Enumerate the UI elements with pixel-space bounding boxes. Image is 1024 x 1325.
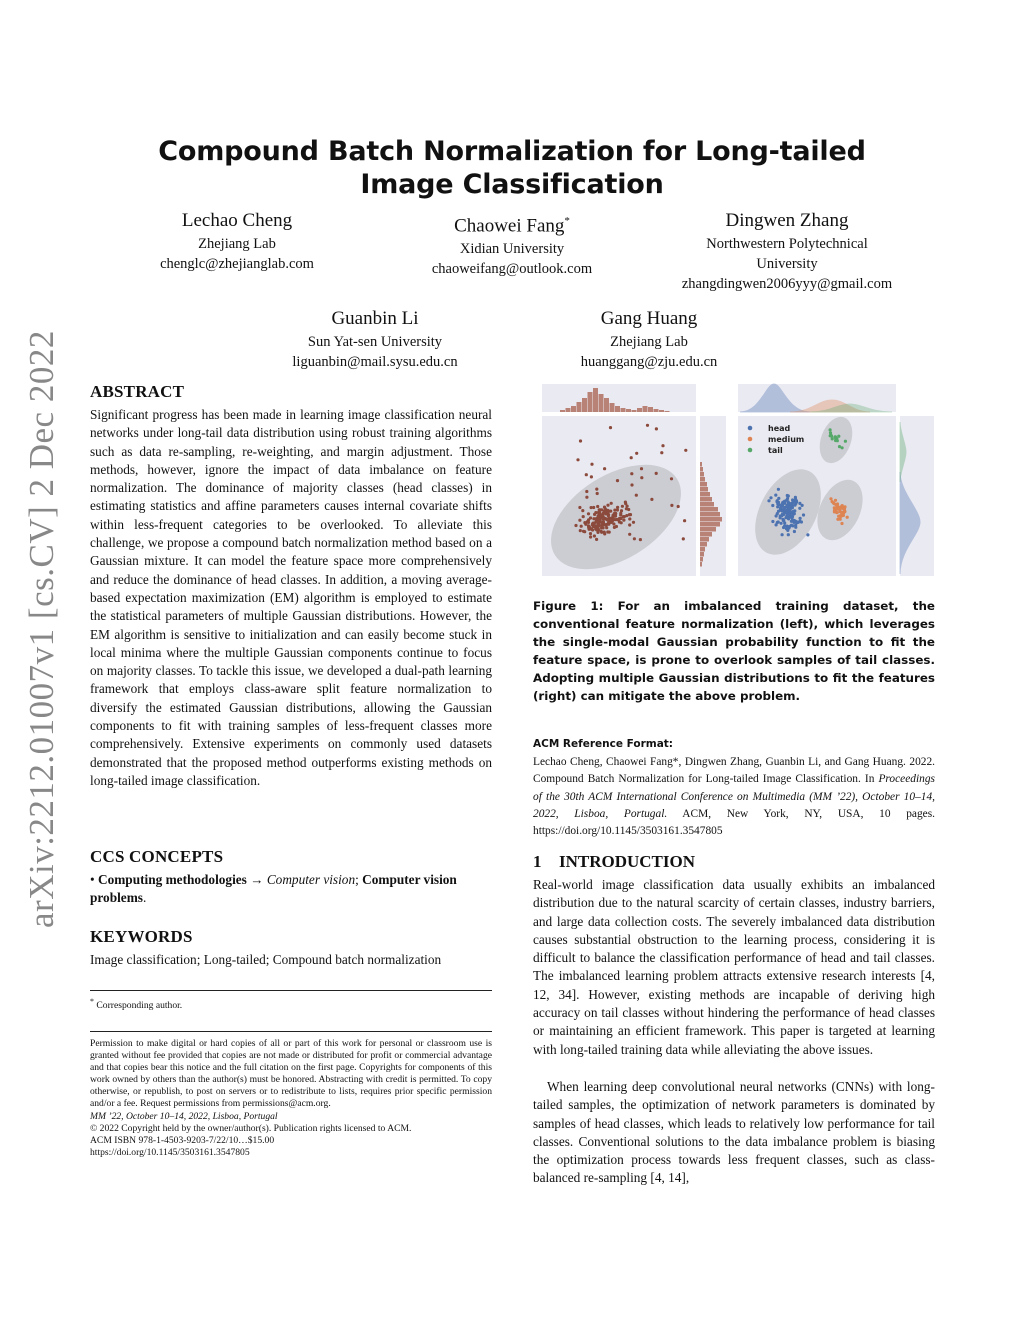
head-point: [776, 499, 779, 502]
scatter-point: [591, 528, 594, 531]
scatter-point: [615, 525, 618, 528]
head-point: [786, 529, 789, 532]
histogram-bar: [700, 507, 718, 512]
legend-label-tail: tail: [768, 446, 783, 455]
head-point: [782, 526, 785, 529]
keywords-heading: KEYWORDS: [90, 927, 193, 946]
scatter-point: [574, 524, 577, 527]
author-name: Guanbin Li: [331, 308, 419, 329]
author-email: chenglc@zhejianglab.com: [160, 256, 314, 272]
scatter-point: [646, 424, 649, 427]
head-point: [781, 504, 784, 507]
histogram-bar: [632, 410, 637, 412]
scatter-point: [655, 427, 658, 430]
acm-reference-tail: ACM, New York, NY, USA, 10 pages. https://doi.org/10.1145/3503161.3547805: [533, 807, 936, 838]
author-affiliation: Northwestern Polytechnical University: [706, 236, 868, 272]
abstract-text: Significant progress has been made in learning image classification neural networks under long-tail data distribution using robust training algorithms such as data re-sampling, re-weighting, and margin adjustment. Those methods, however, ignore the impact of data imbalance on feature normalization. The dominance of majority classes (head classes) in estimating statistics and affine parameters causes internal covariate shifts within less-frequent categories to be overlooked. To alleviate this challenge, we propose a compound batch normalization method based on a Gaussian mixture. It can model the feature space more comprehensively and reduce the dominance of head classes. In addition, a moving average-based expectation maximization (EM) algorithm is employed to estimate the statistical parameters of multiple Gaussian distributions. However, the EM algorithm is sensitive to initialization and can easily become stuck in local minima where the multiple Gaussian components continue to focus on majority classes. To tackle this issue, we developed a dual-path learning framework that employs class-aware split feature normalization to diversify the estimated Gaussian distributions, allowing the Gaussian components to fit with training samples of less-frequent classes more comprehensively. Extensive experiments on commonly used datasets demonstrated that the proposed method outperforms existing methods on long-tailed image classification.: [90, 407, 492, 788]
scatter-point: [628, 523, 631, 526]
scatter-point: [598, 513, 601, 516]
histogram-bar: [621, 408, 626, 412]
ccs-text: [90, 871, 492, 908]
scatter-point: [585, 490, 588, 493]
scatter-point: [630, 472, 633, 475]
scatter-point: [626, 505, 629, 508]
scatter-point: [595, 488, 598, 491]
scatter-point: [616, 479, 619, 482]
tail-point: [829, 434, 832, 437]
scatter-point: [600, 530, 603, 533]
paper-title: Compound Batch Normalization for Long-tailed Image Classification: [158, 136, 866, 200]
head-point: [787, 525, 790, 528]
scatter-point: [616, 506, 619, 509]
corresponding-mark: *: [564, 215, 570, 227]
head-point: [802, 513, 805, 516]
scatter-point: [655, 472, 658, 475]
ccs-separator: ;: [355, 872, 359, 887]
head-point: [792, 519, 795, 522]
scatter-point: [589, 535, 592, 538]
histogram-bar: [700, 552, 704, 557]
scatter-point: [625, 507, 628, 510]
histogram-bar: [610, 403, 615, 412]
scatter-point: [618, 517, 621, 520]
scatter-point: [609, 426, 612, 429]
ccs-arrow: →: [250, 872, 264, 887]
scatter-point: [632, 521, 635, 524]
figure-1: [540, 382, 936, 578]
head-point: [800, 520, 803, 523]
head-point: [798, 507, 801, 510]
histogram-bar: [700, 482, 707, 487]
ccs-term: Computer vision: [266, 872, 356, 887]
head-point: [777, 520, 780, 523]
histogram-bar: [700, 557, 703, 562]
histogram-bar: [654, 409, 659, 412]
head-point: [794, 526, 797, 529]
scatter-point: [682, 537, 685, 540]
tail-point: [834, 439, 837, 442]
introduction-paragraph-1: Real-world image classification data usually exhibits an imbalanced distribution due to the natural scarcity of certain classes, industry barriers, and large data collection costs. The severely imbalanced data distribution causes substantial obstruction to the learning process, considering it is difficult to balance the classification performance of head and tail classes. The imbalanced learning problem attracts extensive research interests [4, 12, 34]. However, existing methods are incapable of deriving high accuracy on tail classes without hindering the performance of head classes or maintaining an efficient framework. This paper is targeted at learning with long-tailed training data while alleviating the above issues.: [533, 877, 935, 1057]
medium-point: [841, 512, 844, 515]
histogram-bar: [700, 522, 720, 527]
scatter-point: [590, 463, 593, 466]
scatter-point: [579, 529, 582, 532]
acm-reference-venue: Proceedings of the 30th ACM International Conference on Multimedia (MM ’22), October 10–14, 2022, Lisboa, Portugal.: [533, 773, 935, 820]
scatter-point: [635, 452, 638, 455]
tail-point: [831, 437, 834, 440]
scatter-point: [583, 530, 586, 533]
medium-point: [839, 518, 842, 521]
scatter-point: [661, 444, 664, 447]
medium-point: [829, 497, 832, 500]
scatter-point: [603, 467, 606, 470]
author-email: zhangdingwen2006yyy@gmail.com: [681, 276, 893, 292]
head-point: [786, 494, 789, 497]
histogram-bar: [700, 492, 710, 497]
scatter-point: [670, 477, 673, 480]
ccs-end: .: [142, 890, 147, 906]
scatter-point: [603, 510, 606, 513]
head-point: [787, 512, 790, 515]
tail-point: [834, 435, 837, 438]
histogram-bar: [643, 406, 648, 412]
scatter-point: [640, 467, 643, 470]
scatter-point: [639, 538, 642, 541]
author-name-row: [402, 208, 622, 239]
author-block: [548, 306, 750, 372]
author-block: [270, 306, 480, 372]
scatter-point: [670, 504, 673, 507]
histogram-bar: [599, 394, 604, 412]
head-point: [785, 515, 788, 518]
author-affiliation: Xidian University: [459, 241, 565, 258]
scatter-point: [610, 502, 613, 505]
footnote-text: Corresponding author.: [96, 1000, 183, 1012]
scatter-point: [579, 439, 582, 442]
tail-point: [829, 428, 832, 431]
scatter-point: [614, 515, 617, 518]
scatter-point: [650, 498, 653, 501]
scatter-point: [587, 521, 590, 524]
ccs-bullet: •: [90, 872, 95, 887]
author-block: [137, 208, 337, 274]
permission-rule: [90, 1031, 492, 1032]
introduction-paragraph-2: When learning deep convolutional neural networks (CNNs) with long-tailed samples, the optimization of network parameters is dominated by samples of head classes, which leads to relatively low performance for tail classes. Conventional solutions to the data imbalance problem is biasing the optimization process towards less frequent classes, such as class-balanced re-sampling [4, 14],: [533, 1079, 935, 1186]
head-point: [787, 533, 790, 536]
scatter-point: [595, 538, 598, 541]
scatter-point: [593, 534, 596, 537]
ccs-term: Computer vision problems: [90, 872, 457, 906]
permission-venue: MM ’22, October 10–14, 2022, Lisboa, Portugal: [90, 1110, 278, 1122]
author-email: chaoweifang@outlook.com: [431, 261, 593, 278]
permission-block: [90, 1038, 492, 1159]
head-point: [783, 507, 786, 510]
medium-point: [836, 511, 839, 514]
scatter-point: [635, 494, 638, 497]
author-email: liguanbin@mail.sysu.edu.cn: [292, 354, 458, 370]
scatter-point: [585, 473, 588, 476]
head-point: [775, 514, 778, 517]
figure-1-plot: [540, 382, 936, 578]
ccs-heading: CCS CONCEPTS: [90, 847, 224, 866]
permission-isbn: ACM ISBN 978-1-4503-9203-7/22/10…$15.00: [90, 1134, 275, 1146]
figure-1-caption: Figure 1: For an imbalanced training dataset, the conventional feature normalization (left), which leverages the single-modal Gaussian probability function to fit the feature space, is prone to overlook samples of tail classes. Adopting multiple Gaussian distributions to fit the features (right) can mitigate the above problem.: [533, 599, 935, 703]
legend-label-head: head: [768, 424, 791, 433]
scatter-point: [622, 519, 625, 522]
head-point: [780, 522, 783, 525]
head-point: [779, 514, 782, 517]
author-name: Chaowei Fang: [454, 215, 565, 237]
scatter-point: [590, 506, 593, 509]
histogram-bar: [648, 407, 653, 412]
scatter-point: [585, 496, 588, 499]
permission-text: Permission to make digital or hard copies of all or part of this work for personal or classroom use is granted without fee provided that copies are not made or distributed for profit or commercial advantage and that copies bear this notice and the full citation on the first page. Copyrights for components of this work owned by others than the author(s) must be honored. Abstracting with credit is permitted. To copy otherwise, or republish, to post on servers or to redistribute to lists, requires prior specific permission and/or a fee. Request permissions from permissions@acm.org.: [90, 1038, 492, 1110]
permission-doi: https://doi.org/10.1145/3503161.3547805: [90, 1146, 250, 1158]
head-point: [786, 497, 789, 500]
head-point: [789, 506, 792, 509]
scatter-point: [633, 537, 636, 540]
author-name: Lechao Cheng: [181, 210, 293, 231]
histogram-bar: [615, 406, 620, 412]
scatter-point: [603, 506, 606, 509]
head-point: [793, 530, 796, 533]
histogram-bar: [582, 398, 587, 412]
head-point: [793, 499, 796, 502]
author-affiliation: Zhejiang Lab: [610, 334, 688, 350]
histogram-bar: [626, 409, 631, 412]
scatter-point: [589, 532, 592, 535]
histogram-bar: [571, 406, 576, 412]
scatter-point: [578, 519, 581, 522]
medium-point: [837, 515, 840, 518]
scatter-point: [598, 524, 601, 527]
legend-marker-head: [748, 426, 753, 431]
scatter-point: [628, 533, 631, 536]
histogram-bar: [604, 398, 609, 412]
keywords-text: Image classification; Long-tailed; Compound batch normalization: [90, 952, 442, 967]
introduction-heading: [533, 852, 695, 872]
scatter-point: [628, 517, 631, 520]
head-point: [791, 524, 794, 527]
scatter-point: [596, 492, 599, 495]
scatter-point: [592, 517, 595, 520]
scatter-point: [677, 505, 680, 508]
head-point: [779, 507, 782, 510]
head-point: [806, 533, 809, 536]
scatter-point: [606, 504, 609, 507]
scatter-point: [625, 514, 628, 517]
acm-reference: [533, 754, 935, 840]
scatter-point: [614, 518, 617, 521]
scatter-point: [584, 523, 587, 526]
scatter-point: [607, 513, 610, 516]
permission-copyright: © 2022 Copyright held by the owner/author(s). Publication rights licensed to ACM.: [90, 1122, 412, 1134]
legend-marker-medium: [748, 437, 753, 442]
medium-point: [838, 507, 841, 510]
ccs-term: Computing methodologies: [97, 872, 247, 887]
scatter-point: [598, 520, 601, 523]
author-name: Dingwen Zhang: [725, 210, 849, 231]
scatter-point: [589, 516, 592, 519]
scatter-point: [684, 449, 687, 452]
medium-point: [843, 505, 846, 508]
histogram-bar: [588, 392, 593, 412]
author-affiliation: Sun Yat-sen University: [307, 334, 443, 350]
acm-reference-heading: ACM Reference Format:: [533, 738, 673, 750]
histogram-bar: [593, 388, 598, 412]
scatter-point: [593, 524, 596, 527]
histogram-bar: [700, 477, 705, 482]
scatter-point: [578, 506, 581, 509]
scatter-point: [624, 501, 627, 504]
histogram-bar: [577, 402, 582, 412]
scatter-point: [630, 456, 633, 459]
histogram-bar: [700, 467, 703, 472]
histogram-bar: [700, 487, 708, 492]
scatter-point: [580, 525, 583, 528]
head-point: [793, 512, 796, 515]
head-point: [782, 519, 785, 522]
scatter-point: [660, 451, 663, 454]
histogram-bar: [637, 408, 642, 412]
histogram-bar: [700, 562, 702, 567]
histogram-bar: [566, 408, 571, 412]
scatter-point: [613, 509, 616, 512]
medium-point: [834, 499, 837, 502]
head-point: [781, 533, 784, 536]
scatter-point: [640, 476, 643, 479]
head-point: [767, 499, 770, 502]
histogram-bar: [700, 462, 702, 467]
head-point: [783, 511, 786, 514]
head-point: [774, 494, 777, 497]
scatter-point: [620, 509, 623, 512]
histogram-bar: [700, 532, 712, 537]
scatter-point: [588, 525, 591, 528]
author-block: [676, 208, 898, 294]
medium-point: [846, 516, 849, 519]
scatter-point: [603, 532, 606, 535]
histogram-bar: [700, 547, 705, 552]
histogram-bar: [665, 411, 670, 412]
abstract-heading: ABSTRACT: [90, 382, 185, 401]
author-name: Gang Huang: [600, 308, 698, 329]
author-block: [402, 208, 622, 279]
histogram-bar: [700, 497, 712, 502]
histogram-bar: [700, 527, 716, 532]
head-point: [769, 496, 772, 499]
medium-point: [833, 510, 836, 513]
tail-point: [837, 435, 840, 438]
scatter-point: [596, 505, 599, 508]
scatter-point: [603, 523, 606, 526]
author-email: huanggang@zju.edu.cn: [580, 354, 718, 370]
scatter-point: [683, 519, 686, 522]
author-affiliation: Zhejiang Lab: [198, 236, 276, 252]
tail-point: [844, 440, 847, 443]
head-point: [799, 517, 802, 520]
scatter-point: [594, 511, 597, 514]
head-point: [789, 502, 792, 505]
histogram-bar: [560, 410, 565, 412]
histogram-bar: [700, 542, 707, 547]
histogram-bar: [700, 517, 722, 522]
scatter-point: [608, 531, 611, 534]
arxiv-identifier: arXiv:2212.01007v1 [cs.CV] 2 Dec 2022: [22, 330, 61, 928]
medium-point: [832, 501, 835, 504]
footnote-mark: *: [90, 997, 94, 1006]
scatter-point: [619, 513, 622, 516]
histogram-bar: [700, 537, 709, 542]
scatter-point: [629, 513, 632, 516]
head-point: [798, 502, 801, 505]
section-number: 1: [533, 852, 542, 871]
medium-point: [840, 522, 843, 525]
scatter-point: [581, 509, 584, 512]
scatter-point: [599, 508, 602, 511]
head-point: [771, 520, 774, 523]
tail-point: [841, 446, 844, 449]
footnote-rule: [90, 990, 492, 991]
scatter-point: [582, 515, 585, 518]
scatter-point: [587, 512, 590, 515]
histogram-bar: [659, 410, 664, 412]
head-point: [797, 521, 800, 524]
section-title: INTRODUCTION: [559, 852, 696, 871]
head-point: [778, 503, 781, 506]
histogram-bar: [700, 502, 714, 507]
scatter-point: [630, 483, 633, 486]
scatter-point: [576, 458, 579, 461]
histogram-bar: [700, 512, 720, 517]
legend-label-medium: medium: [768, 435, 805, 444]
head-point: [775, 523, 778, 526]
footnote: [90, 996, 492, 1012]
scatter-point: [590, 475, 593, 478]
head-point: [777, 488, 780, 491]
scatter-point: [621, 505, 624, 508]
histogram-bar: [700, 472, 704, 477]
head-point: [771, 504, 774, 507]
scatter-point: [608, 520, 611, 523]
legend-marker-tail: [748, 448, 753, 453]
acm-reference-authors: Lechao Cheng, Chaowei Fang*, Dingwen Zhang, Guanbin Li, and Gang Huang. 2022. Compound Batch Normalization for Long-tailed Image Classification. In: [533, 756, 935, 786]
